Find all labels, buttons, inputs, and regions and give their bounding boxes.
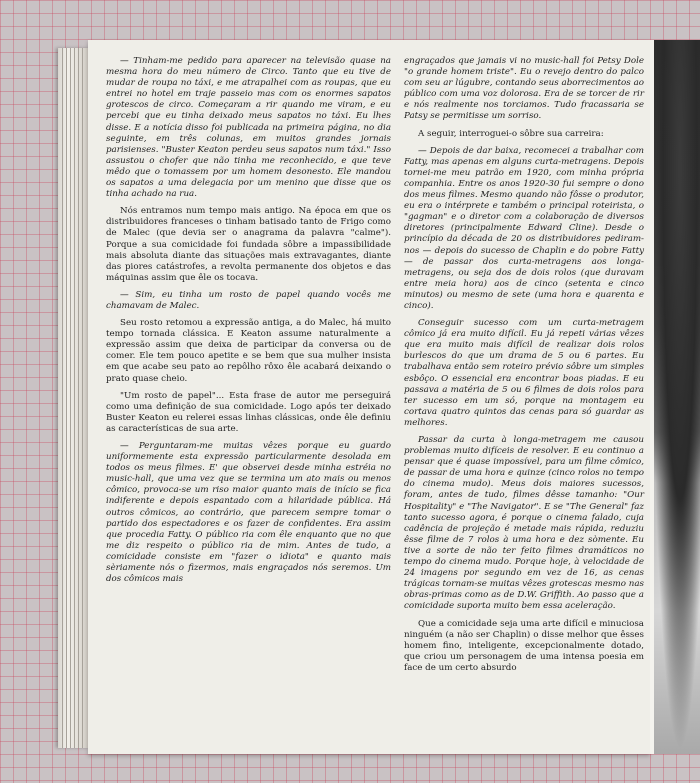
right-text-column xyxy=(404,56,644,680)
paragraph: Seu rosto retomou a expressão antiga, a do Malec, há muito tempo tornada clássica. E Keaton assume naturalmente a expressão assim que deixa de participar da conversa ou de comer. Ele tem pouco apetite e se bem que sua mulher insista em que acabe seu pato ao repôlho rôxo êle acabará deixando o prato quase cheio. xyxy=(106,318,391,384)
paragraph: "Um rosto de papel"... Esta frase de autor me perseguirá como uma definição de sua comicidade. Logo após ter deixado Buster Keaton eu relerei essas linhas clássicas, onde êle definiu as características de sua arte. xyxy=(106,390,391,434)
facing-page-photo xyxy=(650,40,700,754)
paragraph: — Depois de dar baixa, recomecei a trabalhar com Fatty, mas apenas em alguns curta-metragens. Depois tornei-me meu patrão em 1920, com minha própria companhia. Entre os anos 1920-30 fui sempre o dono dos meus filmes. Mesmo quando não fôsse o produtor, eu era o intérprete e também o principal roteirista, o "gagman" e o diretor com a colaboração de diversos diretores (principalmente Edward Cline). Desde o princípio da década de 20 os distribuidores pediram-nos — depois do sucesso de Chaplin e do pobre Fatty — de passar dos curta-metragens aos longa-metragens, ou seja dos de dois rolos (que duravam entre meia hora) aos de cinco (setenta e cinco minutos) ou mesmo de sete (uma hora e quarenta e cinco). xyxy=(404,145,644,311)
paragraph: Que a comicidade seja uma arte difícil e minuciosa ninguém (a não ser Chaplin) o disse melhor que êsses homem fino, inteligente, excepcionalmente dotado, que criou um personagem de uma intensa poesia em face de um certo absurdo xyxy=(404,618,644,673)
book-spine xyxy=(58,48,90,748)
page-gutter xyxy=(650,40,654,754)
paragraph: A seguir, interroguei-o sôbre sua carreira: xyxy=(418,128,604,139)
left-text-column xyxy=(106,56,391,591)
paragraph: — Perguntaram-me muitas vêzes porque eu guardo uniformemente esta expressão particularmente desolada em todos os meus filmes. E' que observei desde minha estréia no music-hall, que uma vez que se termina um ato mais ou menos cômico, provoca-se um riso maior quanto mais de início se fica indiferente e depois espantado com a hilaridade pública. Há outros cômicos, ao contrário, que parecem sempre tomar o partido dos espectadores e os fazer de confidentes. Era assim que procedia Fatty. O público ria com êle enquanto que no que me diz respeito o público ria de mim. Antes de tudo, a comicidade consiste em "fazer o idiota" e quanto mais sèriamente nós o fizermos, mais engraçados nós seremos. Um dos cômicos mais xyxy=(106,441,391,585)
paragraph: Nós entramos num tempo mais antigo. Na época em que os distribuidores franceses o tinham batisado tanto de Frigo como de Malec (que devia ser o anagrama da palavra "calme"). Porque a sua comicidade foi fundada sôbre a impassibilidade mais absoluta diante das situações mais extravagantes, diante das piores catástrofes, a revolta permanente dos objetos e das máquinas assim que êle os tocava. xyxy=(106,206,391,283)
paragraph: Passar da curta à longa-metragem me causou problemas muito difíceis de resolver. E eu continuo a pensar que é quase impossível, para um filme cômico, de passar de uma hora e quinze (cinco rolos no tempo do cinema mudo). Meus dois maiores sucessos, foram, antes de tudo, filmes dêsse tamanho: "Our Hospitality" e "The Navigator". E se "The General" faz tanto sucesso agora, é porque o cinema falado, cuja cadência de projeção é metade mais rápida, reduziu êsse filme de 7 rolos à uma hora e dez sòmente. Eu tive a sorte de não ter feito filmes dramáticos no tempo do cinema mudo. Porque hoje, à velocidade de 24 imagens por segundo em vez de 16, as cenas trágicas tornam-se muitas vêzes grotescas mesmo nas obras-primas como as de D.W. Griffith. Ao passo que a comicidade suporta muito bem essa aceleração. xyxy=(404,435,644,612)
paragraph: engraçados que jamais vi no music-hall foi Petsy Dole "o grande homem triste". Eu o revejo dentro do palco com seu ar lúgubre, contando seus aborrecimentos ao público com uma voz dolorosa. Era de se torcer de rir e nós realmente nos torciamos. Tudo fracassaria se Patsy se permitisse um sorriso. xyxy=(404,56,644,122)
paragraph: — Tinham-me pedido para aparecer na televisão quase na mesma hora do meu número de Circo. Tanto que eu tive de mudar de roupa no táxi, e me atrapalhei com as roupas, que eu entrei no hotel em traje passeio mas com os enormes sapatos grotescos de circo. Começaram a rir quando me viram, e eu percebi que eu tinha deixado meus sapatos no táxi. Eu lhes disse. E a notícia disso foi publicada na primeira página, no dia seguinte, em três colunas, em muitos grandes jornais parisienses. "Buster Keaton perdeu seus sapatos num táxi." Isso assustou o chofer que não tinha me reconhecido, e que teve mêdo que o tomassem por um homem desonesto. Ele mandou os sapatos a uma delegacia por um menino que disse que os tinha achado na rua. xyxy=(106,56,391,200)
magazine-page xyxy=(88,40,650,754)
paragraph: — Sim, eu tinha um rosto de papel quando vocês me chamavam de Malec. xyxy=(106,289,391,311)
paragraph: Conseguir sucesso com um curta-metragem cômico já era muito difícil. Eu já repeti várias vêzes que era muito mais difícil de realizar dois rolos burlescos do que um drama de 5 ou 6 partes. Eu trabalhava então sem roteiro prévio sôbre um simples esbôço. O essencial era encontrar boas piadas. E eu passava a matéria de 5 ou 6 filmes de dois rolos para ter sucesso em um só, porque na montagem eu cortava quatro quintos das cenas para só guardar as melhores. xyxy=(404,318,644,428)
